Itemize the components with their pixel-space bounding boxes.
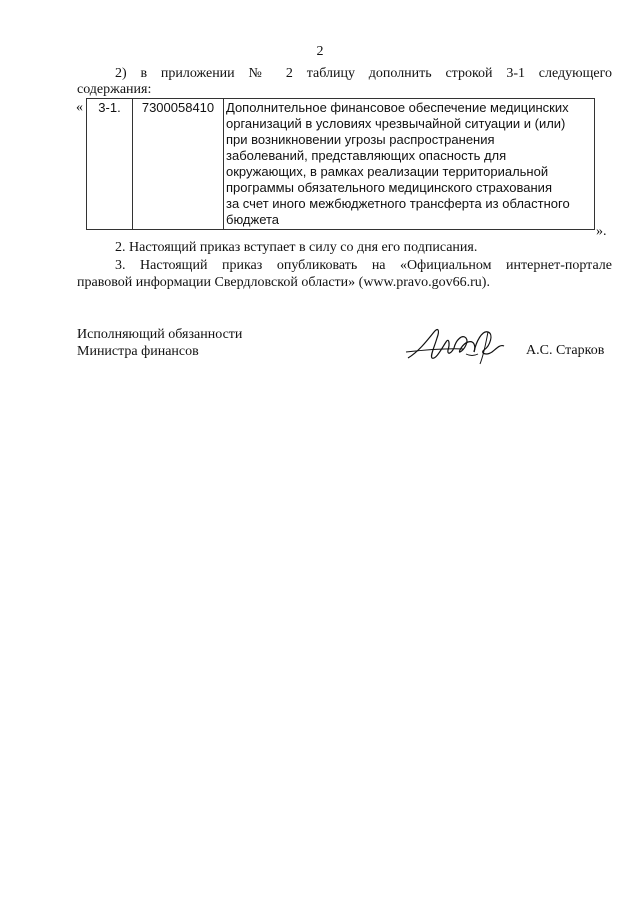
closing-quote: ». <box>596 224 607 239</box>
budget-code-cell: 7300058410 <box>133 99 224 230</box>
handwritten-signature <box>404 322 516 366</box>
page-number: 2 <box>316 44 324 59</box>
description-line: бюджета <box>226 212 280 227</box>
description-line: при возникновении угрозы распространения <box>226 132 495 147</box>
amendment-intro-line1 <box>77 66 612 82</box>
table-row <box>87 99 595 230</box>
amendment-intro-text: 2) в приложении № 2 таблицу дополнить строкой 3-1 следующего <box>115 66 612 81</box>
position-line: Исполняющий обязанности <box>77 327 243 342</box>
amendment-intro-line2: содержания: <box>77 82 152 97</box>
opening-quote: « <box>76 100 83 115</box>
item-3-line2: правовой информации Свердловской области» (www.pravo.gov66.ru). <box>77 275 490 290</box>
inserted-table-row <box>86 98 595 230</box>
description-cell <box>224 99 595 230</box>
item-2-paragraph <box>77 240 612 256</box>
item-2-text: 2. Настоящий приказ вступает в силу со дня его подписания. <box>115 240 478 255</box>
signatory-position <box>77 326 242 360</box>
description-line: организаций в условиях чрезвычайной ситуации и (или) <box>226 116 566 131</box>
description-line: окружающих, в рамках реализации территориальной <box>226 164 549 179</box>
description-line: за счет иного межбюджетного трансферта из областного <box>226 196 570 211</box>
item-3-text: 3. Настоящий приказ опубликовать на «Официальном интернет-портале <box>115 258 612 273</box>
position-line: Министра финансов <box>77 344 199 359</box>
row-number-cell: 3-1. <box>87 99 133 230</box>
description-line: Дополнительное финансовое обеспечение медицинских <box>226 100 569 115</box>
description-line: заболеваний, представляющих опасность для <box>226 148 507 163</box>
description-line: программы обязательного медицинского страхования <box>226 180 552 195</box>
item-3-line1 <box>77 258 612 274</box>
signer-name: А.С. Старков <box>526 343 605 358</box>
